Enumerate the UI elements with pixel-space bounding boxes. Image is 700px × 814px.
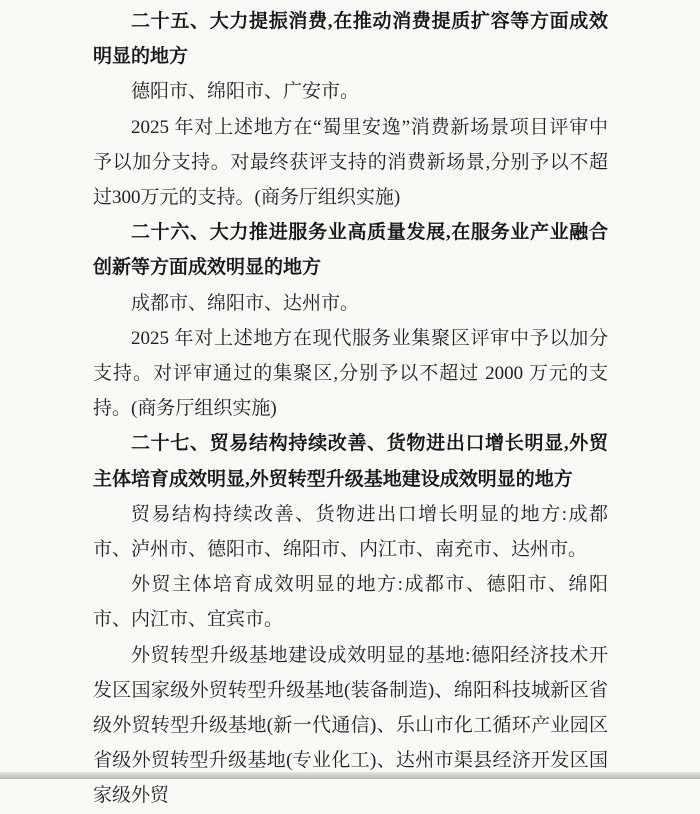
section-heading: 二十五、大力提振消费,在推动消费提质扩容等方面成效明显的地方 — [93, 11, 608, 68]
paragraph: 2025 年对上述地方在现代服务业集聚区评审中予以加分支持。对评审通过的集聚区,分别予以不超过 2000 万元的支持。(商务厅组织实施) — [93, 327, 608, 420]
page-bottom-edge — [0, 772, 700, 779]
paragraph: 外贸转型升级基地建设成效明显的基地:德阳经济技术开发区国家级外贸转型升级基地(装备制造)、绵阳科技城新区省级外贸转型升级基地(新一代通信)、乐山市化工循环产业园区省级外贸转型升级基地(专业化工)、达州市渠县经济开发区国家级外贸 — [93, 644, 608, 807]
paragraph: 外贸主体培育成效明显的地方:成都市、德阳市、绵阳市、内江市、宜宾市。 — [93, 574, 608, 631]
paragraph: 贸易结构持续改善、货物进出口增长明显的地方:成都市、泸州市、德阳市、绵阳市、内江市、南充市、达州市。 — [93, 503, 608, 561]
section-heading: 二十七、贸易结构持续改善、货物进出口增长明显,外贸主体培育成效明显,外贸转型升级基地建设成效明显的地方 — [93, 433, 608, 490]
document-sections — [93, 4, 608, 814]
section-heading: 二十六、大力推进服务业高质量发展,在服务业产业融合创新等方面成效明显的地方 — [93, 222, 608, 279]
paragraph: 德阳市、绵阳市、广安市。 — [131, 81, 360, 103]
paragraph: 2025 年对上述地方在“蜀里安逸”消费新场景项目评审中予以加分支持。对最终获评支持的消费新场景,分别予以不超过300万元的支持。(商务厅组织实施) — [93, 116, 608, 209]
paragraph: 成都市、绵阳市、达州市。 — [131, 292, 360, 314]
